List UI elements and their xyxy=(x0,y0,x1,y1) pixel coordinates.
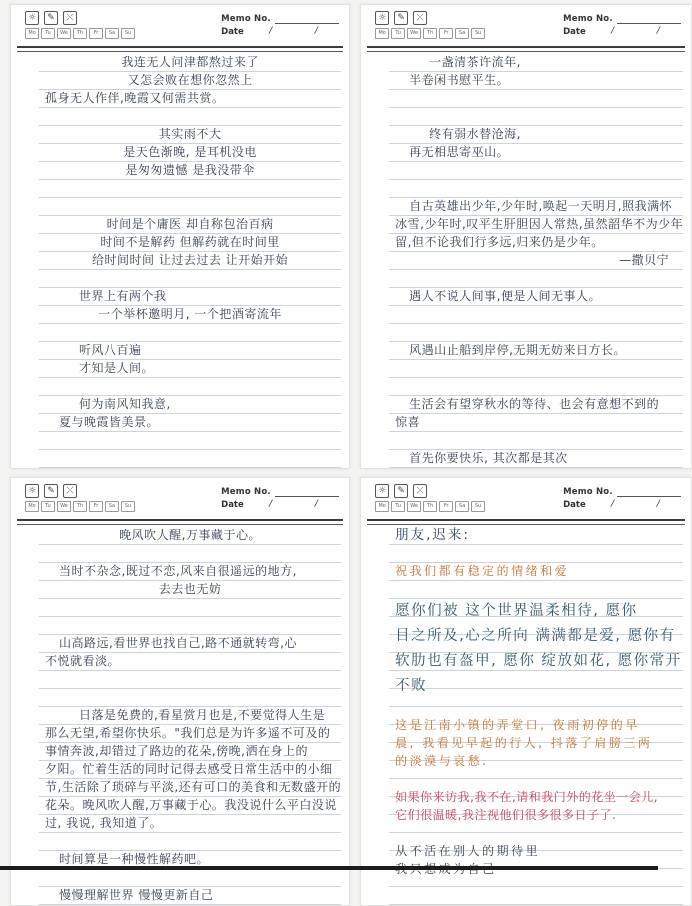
ruled-blank-line xyxy=(39,324,341,342)
handwritten-line: 是匆匆遗憾 是我没带伞 xyxy=(125,163,255,177)
weekday-sa: Sa xyxy=(105,501,119,512)
date-line xyxy=(248,499,339,510)
date-slash: / xyxy=(611,499,615,509)
crossed-box-icon: ⤬ xyxy=(413,11,427,25)
handwritten-line: 我连无人问津都熬过来了 xyxy=(121,55,259,69)
ruled-blank-line xyxy=(389,90,683,108)
date-line xyxy=(590,499,681,510)
memo-page-bottom-left xyxy=(10,477,350,906)
memo-no-label: Memo No. xyxy=(563,14,613,24)
date-slash: / xyxy=(314,499,318,509)
weekday-su: Su xyxy=(121,28,135,39)
handwritten-line: 何为南风知我意, xyxy=(79,397,171,411)
handwritten-line: 惊喜 xyxy=(395,415,421,429)
memo-sheet xyxy=(39,54,341,468)
handwritten-line: 晨, 我看见早起的行人, 抖落了肩膀三两 xyxy=(395,736,653,750)
memo-page-top-left xyxy=(10,4,350,469)
crossed-box-icon: ⤬ xyxy=(413,484,427,498)
weekday-fr: Fr xyxy=(89,28,103,39)
ruled-blank-line xyxy=(389,306,683,324)
crossed-box-icon: ⤬ xyxy=(63,484,77,498)
handwritten-line: 给时间时间 让过去过去 让开始开始 xyxy=(92,253,289,267)
photo-bottom-edge xyxy=(0,866,658,870)
handwritten-line: 山高路远,看世界也找自己,路不通就转弯,心 xyxy=(59,636,297,650)
handwritten-line: 又怎会败在想你忽然上 xyxy=(127,73,253,87)
pencil-icon: ✎ xyxy=(44,484,58,498)
handwritten-line: 才知是人间。 xyxy=(79,361,155,375)
memo-no-label: Memo No. xyxy=(221,487,271,497)
handwritten-line: 时间算是一种慢性解药吧。 xyxy=(59,852,210,866)
handwritten-line: 日落是免费的,看星赏月也是,不要觉得人生是 xyxy=(79,708,326,722)
date-line xyxy=(248,26,339,37)
ruled-blank-line xyxy=(39,270,341,288)
ruled-blank-line xyxy=(389,771,683,789)
memo-sheet xyxy=(389,54,683,468)
handwritten-line: 留,但不论我们行多远,归来仍是少年。 xyxy=(395,235,604,249)
weekday-row xyxy=(25,28,135,39)
handwritten-line: 是天色渐晚, 是耳机没电 xyxy=(123,145,257,159)
memo-no-line xyxy=(275,13,339,24)
ruled-blank-line xyxy=(39,689,341,707)
memo-no-line xyxy=(617,486,681,497)
weekday-mo: Mo xyxy=(25,501,39,512)
ruled-blank-line xyxy=(39,198,341,216)
handwritten-line: 时间是个庸医 却自称包治百病 xyxy=(106,217,274,231)
handwritten-line: 终有弱水替沧海, xyxy=(429,127,521,141)
weekday-su: Su xyxy=(471,501,485,512)
memo-header xyxy=(17,482,343,518)
weekday-mo: Mo xyxy=(25,28,39,39)
handwritten-line: 软肋也有盔甲, 愿你 绽放如花, 愿你常开 xyxy=(395,653,682,669)
handwritten-line: 其实雨不大 xyxy=(158,127,222,141)
handwritten-line: 这是江南小镇的弄堂口, 夜雨初停的早 xyxy=(395,718,640,732)
header-rule xyxy=(17,519,343,525)
memo-page-top-right xyxy=(360,4,692,469)
memo-header xyxy=(17,9,343,45)
handwritten-line: 夕阳。忙着生活的同时记得去感受日常生活中的小细 xyxy=(45,762,333,776)
handwritten-line: 节,生活除了琐碎与平淡,还有可口的美食和无数盛开的 xyxy=(45,780,342,794)
ruled-blank-line xyxy=(389,378,683,396)
date-slash: / xyxy=(269,499,273,509)
weekday-fr: Fr xyxy=(439,28,453,39)
sun-icon: ☼ xyxy=(375,484,389,498)
header-right xyxy=(221,11,339,37)
sun-icon: ☼ xyxy=(25,484,39,498)
handwritten-line: 风遇山止船到岸停,无期无妨来日方长。 xyxy=(409,343,626,357)
handwritten-line: 过, 我说, 我知道了。 xyxy=(45,816,163,830)
handwritten-line: —撒贝宁 xyxy=(619,253,670,267)
handwritten-line: 不败 xyxy=(395,678,428,694)
header-left xyxy=(375,484,485,512)
handwritten-line: 半卷闲书慰平生。 xyxy=(409,73,510,87)
weekday-row xyxy=(375,28,485,39)
header-left xyxy=(25,484,135,512)
date-slash: / xyxy=(656,26,660,36)
date-slash: / xyxy=(269,26,273,36)
header-left xyxy=(375,11,485,39)
handwritten-line: 晚风吹人醒,万事藏于心。 xyxy=(119,528,261,542)
header-rule xyxy=(367,46,685,52)
weekday-tu: Tu xyxy=(391,28,405,39)
weekday-th: Th xyxy=(73,501,87,512)
ruled-blank-line xyxy=(389,699,683,717)
ruled-blank-line xyxy=(389,581,683,599)
ruled-blank-line xyxy=(389,879,683,897)
handwritten-line: 冰雪,少年时,叹平生肝胆因人常热,虽然韶华不为少年 xyxy=(395,217,684,231)
ruled-blank-line xyxy=(389,162,683,180)
ruled-blank-line xyxy=(389,108,683,126)
memo-sheet xyxy=(389,527,683,905)
ruled-blank-line xyxy=(39,869,341,887)
handwritten-line: 去去也无妨 xyxy=(158,582,222,596)
weekday-su: Su xyxy=(121,501,135,512)
pencil-icon: ✎ xyxy=(44,11,58,25)
handwritten-line: 花朵。晚风吹人醒,万事藏于心。我没说什么平白没说 xyxy=(45,798,337,812)
handwritten-line: 慢慢理解世界 慢慢更新自己 xyxy=(59,888,214,902)
weekday-sa: Sa xyxy=(105,28,119,39)
header-left xyxy=(25,11,135,39)
memo-no-line xyxy=(617,13,681,24)
header-rule xyxy=(17,46,343,52)
icon-row xyxy=(375,11,485,25)
handwritten-line: 朋友,迟来: xyxy=(395,527,470,543)
ruled-blank-line xyxy=(39,180,341,198)
weekday-su: Su xyxy=(471,28,485,39)
handwritten-line: 那么无望,希望你快乐。"我们总是为许多遥不可及的 xyxy=(45,726,331,740)
weekday-tu: Tu xyxy=(391,501,405,512)
ruled-blank-line xyxy=(389,180,683,198)
crossed-box-icon: ⤬ xyxy=(63,11,77,25)
memo-no-label: Memo No. xyxy=(563,487,613,497)
weekday-th: Th xyxy=(423,28,437,39)
memo-page-bottom-right xyxy=(360,477,692,906)
date-label: Date xyxy=(563,500,586,510)
handwritten-line: 如果你来访我,我不在,请和我门外的花坐一会儿, xyxy=(395,790,659,804)
date-label: Date xyxy=(221,27,244,37)
ruled-blank-line xyxy=(39,617,341,635)
icon-row xyxy=(25,11,135,25)
handwritten-line: 目之所及,心之所向 满满都是爱, 愿你有 xyxy=(395,628,676,644)
ruled-blank-line xyxy=(389,270,683,288)
ruled-blank-line xyxy=(39,599,341,617)
weekday-fr: Fr xyxy=(439,501,453,512)
weekday-row xyxy=(25,501,135,512)
ruled-blank-line xyxy=(389,360,683,378)
header-right xyxy=(221,484,339,510)
weekday-fr: Fr xyxy=(89,501,103,512)
ruled-blank-line xyxy=(389,825,683,843)
pencil-icon: ✎ xyxy=(394,484,408,498)
handwritten-line: 自古英雄出少年,少年时,唤起一天明月,照我满怀 xyxy=(409,199,673,213)
handwritten-line: 一个举杯邀明月, 一个把酒寄流年 xyxy=(98,307,282,321)
weekday-tu: Tu xyxy=(41,501,55,512)
ruled-blank-line xyxy=(39,432,341,450)
handwritten-line: 世界上有两个我 xyxy=(79,289,167,303)
weekday-we: We xyxy=(407,501,421,512)
weekday-tu: Tu xyxy=(41,28,55,39)
handwritten-line: 愿你们被 这个世界温柔相待, 愿你 xyxy=(395,603,638,619)
weekday-we: We xyxy=(57,501,71,512)
weekday-we: We xyxy=(407,28,421,39)
weekday-mo: Mo xyxy=(375,28,389,39)
weekday-sa: Sa xyxy=(455,28,469,39)
sun-icon: ☼ xyxy=(25,11,39,25)
memo-header xyxy=(367,482,685,518)
date-line xyxy=(590,26,681,37)
ruled-blank-line xyxy=(389,545,683,563)
handwritten-line: 孤身无人作伴,晚霞又何需共赏。 xyxy=(45,91,225,105)
ruled-blank-line xyxy=(389,432,683,450)
weekday-sa: Sa xyxy=(455,501,469,512)
weekday-we: We xyxy=(57,28,71,39)
date-slash: / xyxy=(611,26,615,36)
ruled-blank-line xyxy=(39,108,341,126)
memo-no-line xyxy=(275,486,339,497)
handwritten-line: 听风八百遍 xyxy=(79,343,142,357)
handwritten-line: 夏与晚霞皆美景。 xyxy=(59,415,160,429)
handwritten-line: 生活会有望穿秋水的等待、也会有意想不到的 xyxy=(409,397,660,411)
icon-row xyxy=(375,484,485,498)
ruled-blank-line xyxy=(389,324,683,342)
ruled-blank-line xyxy=(39,545,341,563)
pencil-icon: ✎ xyxy=(394,11,408,25)
handwritten-line: 时间不是解药 但解药就在时间里 xyxy=(100,235,280,249)
handwritten-line: 祝我们都有稳定的情绪和爱 xyxy=(395,564,570,578)
sun-icon: ☼ xyxy=(375,11,389,25)
handwritten-line: 再无相思寄巫山。 xyxy=(409,145,510,159)
handwritten-line: 的淡漠与哀愁. xyxy=(395,754,489,768)
weekday-mo: Mo xyxy=(375,501,389,512)
ruled-blank-line xyxy=(39,378,341,396)
handwritten-line: 从不活在别人的期待里 xyxy=(395,844,541,858)
handwritten-line: 事情奔波,却错过了路边的花朵,傍晚,洒在身上的 xyxy=(45,744,308,758)
memo-no-label: Memo No. xyxy=(221,14,271,24)
handwritten-line: 一盏清茶许流年, xyxy=(429,55,521,69)
handwritten-line: 不悦就看淡。 xyxy=(45,654,121,668)
weekday-row xyxy=(375,501,485,512)
handwritten-line: 遇人不说人间事,便是人间无事人。 xyxy=(409,289,601,303)
memo-header xyxy=(367,9,685,45)
handwritten-line: 当时不杂念,既过不恋,风来自很遥远的地方, xyxy=(59,564,297,578)
memo-sheet xyxy=(39,527,341,905)
date-label: Date xyxy=(221,500,244,510)
weekday-th: Th xyxy=(423,501,437,512)
ruled-blank-line xyxy=(39,671,341,689)
ruled-blank-line xyxy=(39,833,341,851)
date-label: Date xyxy=(563,27,586,37)
header-rule xyxy=(367,519,685,525)
icon-row xyxy=(25,484,135,498)
handwritten-line: 它们很温暖,我注视他们很多很多日子了. xyxy=(395,808,617,822)
handwritten-line: 首先你要快乐, 其次都是其次 xyxy=(409,451,568,465)
handwritten-line xyxy=(389,861,683,879)
weekday-th: Th xyxy=(73,28,87,39)
date-slash: / xyxy=(314,26,318,36)
header-right xyxy=(563,484,681,510)
date-slash: / xyxy=(656,499,660,509)
header-right xyxy=(563,11,681,37)
